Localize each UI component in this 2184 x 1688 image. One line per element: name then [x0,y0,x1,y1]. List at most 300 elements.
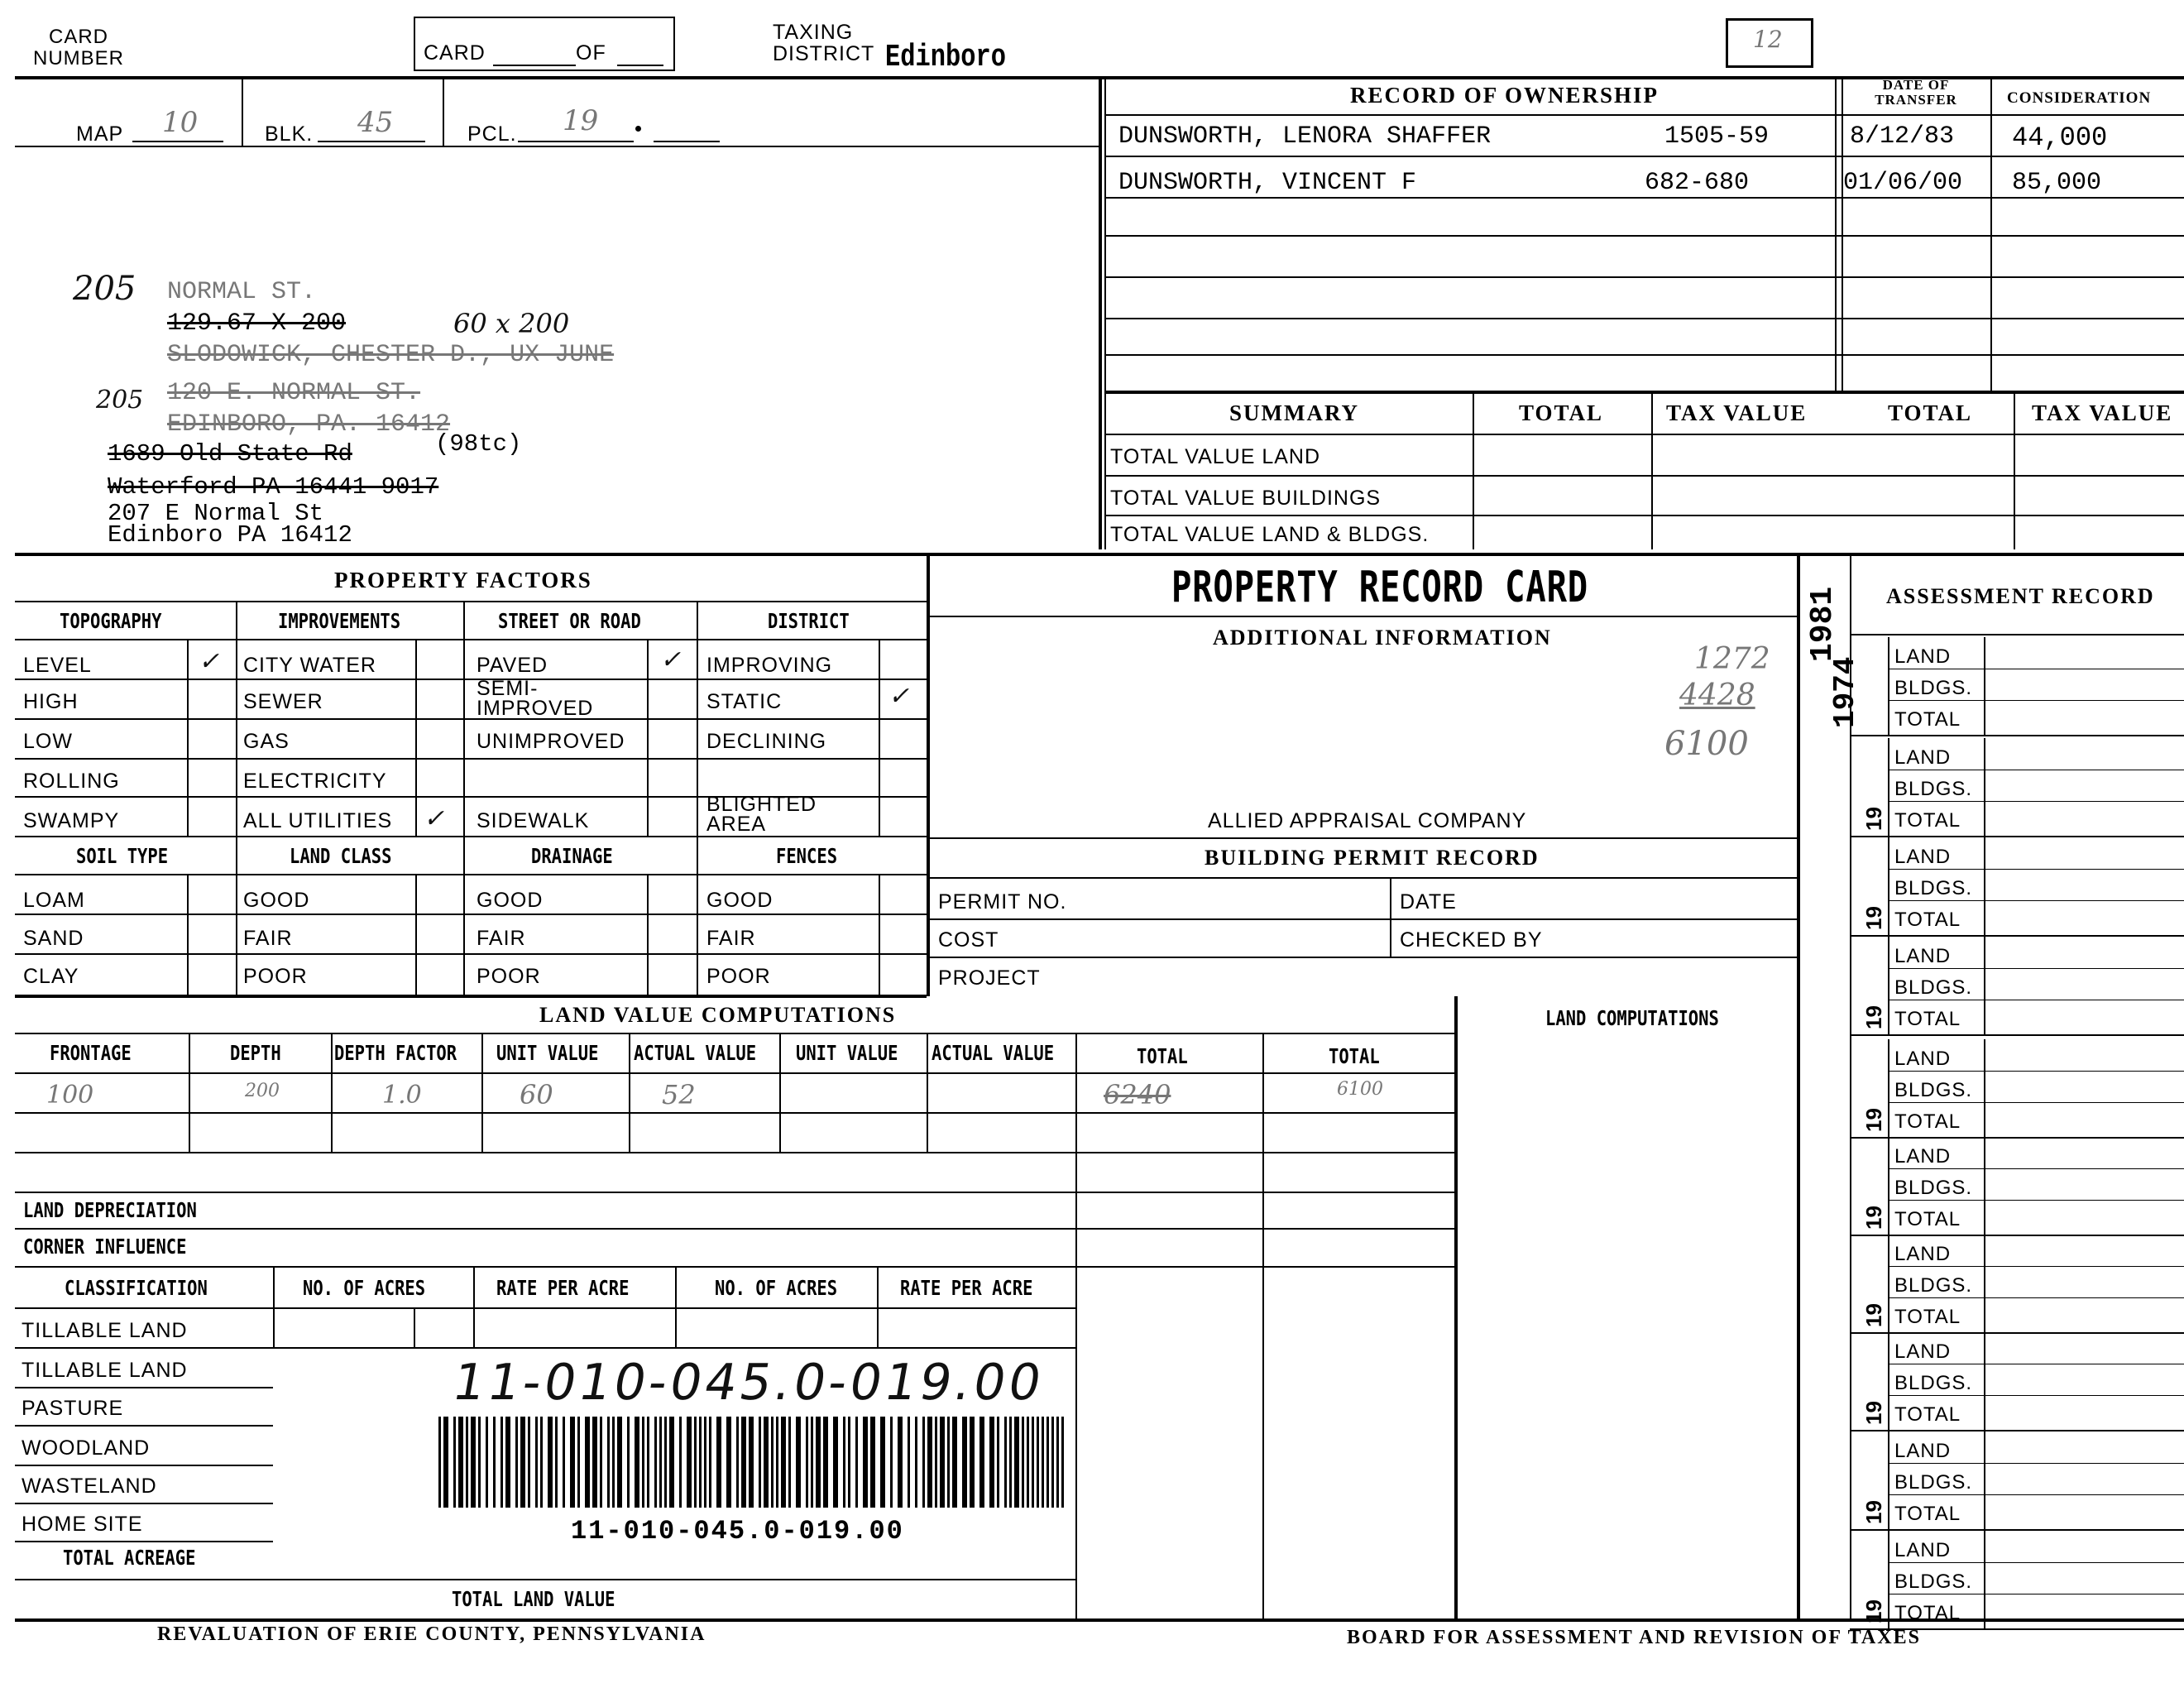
barcode-bar [759,1417,761,1508]
barcode-bar [654,1417,657,1508]
addr-line2-struck: 129.67 X 200 [167,309,347,338]
assessment-row-land: LAND [1894,746,1952,769]
street-paved: PAVED [477,654,548,677]
rule [189,1033,190,1152]
footer-left: REVALUATION OF ERIE COUNTY, PENNSYLVANIA [157,1623,706,1645]
assessment-row-land: LAND [1894,1243,1952,1265]
assessment-row-land: LAND [1894,1048,1952,1070]
rule [879,874,880,995]
of-label: OF [576,41,606,65]
assessment-row-bldgs: BLDGS. [1894,1177,1973,1199]
assessment-row-land: LAND [1894,645,1952,668]
rule [15,679,927,680]
soil-loam: LOAM [23,889,85,912]
rule [1888,1395,2184,1396]
barcode-bar [528,1417,530,1508]
barcode-bar [1037,1417,1039,1508]
rule [928,918,1797,920]
taxing-district-label: TAXING DISTRICT [773,21,875,65]
rule [1984,1039,1985,1137]
imp-city-water: CITY WATER [243,654,376,677]
rule [1473,392,1474,549]
barcode-bar [548,1417,553,1508]
topo-swampy: SWAMPY [23,809,120,832]
soil-clay: CLAY [23,965,79,988]
barcode-bar [607,1417,610,1508]
card-title: PROPERTY RECORD CARD [1171,563,1588,612]
barcode-bar [771,1417,774,1508]
check-mark-icon: ✓ [199,647,220,676]
col-drainage: DRAINAGE [531,844,613,868]
rule [1850,1332,2184,1334]
rule [1888,1332,1889,1430]
rule [273,1266,275,1307]
consideration-header: CONSIDERATION [2007,89,2152,107]
rule [629,1033,630,1152]
rule [1099,76,1102,549]
land-class-poor: POOR [243,965,308,988]
fences-good: GOOD [706,889,774,912]
assessment-year-prefix: 19 [1861,807,1886,831]
rule [15,1266,1454,1268]
rule [1990,76,1992,391]
rule [1888,1102,2184,1103]
col-actual-value-1: ACTUAL VALUE [634,1041,757,1065]
topo-low: LOW [23,730,73,753]
owner-book-2: 682-680 [1645,169,1750,197]
barcode-bar [659,1417,662,1508]
col-fences: FENCES [776,844,838,868]
total2-value: 6100 [1337,1079,1383,1100]
barcode-bar [535,1417,538,1508]
rule [1888,1235,1889,1332]
col-acres-1: NO. OF ACRES [303,1276,426,1300]
total-land-value-label: TOTAL LAND VALUE [452,1587,615,1611]
barcode-bar [947,1417,950,1508]
col-depth: DEPTH [230,1041,281,1065]
barcode-bar [478,1417,481,1508]
drainage-good: GOOD [477,889,544,912]
barcode-bar [515,1417,518,1508]
rule [1984,1235,1985,1332]
barcode-bar [585,1417,590,1508]
land-computations-title: LAND COMPUTATIONS [1545,1006,1719,1030]
rule [15,758,927,760]
rule [1850,1235,2184,1236]
addr-line1-text: NORMAL ST. [167,278,317,306]
barcode-bar [500,1417,503,1508]
rule [15,601,927,602]
barcode-bar [443,1417,448,1508]
addr-line4-num: 205 [96,386,144,415]
rule [879,639,880,836]
assessment-year-prefix: 19 [1861,906,1886,930]
rule [1104,434,2184,435]
barcode-bar [890,1417,893,1508]
addr-line2-new: 60 x 200 [453,308,570,339]
rule [473,1307,475,1347]
rule [15,1072,1454,1074]
rule [1888,1494,2184,1495]
barcode-bar [940,1417,945,1508]
barcode-bar [635,1417,639,1508]
rule [1984,1431,1985,1529]
barcode-bar [908,1417,910,1508]
land-depreciation-label: LAND DEPRECIATION [23,1198,197,1222]
rule [15,874,927,875]
barcode-bar [555,1417,558,1508]
barcode-bar [704,1417,706,1508]
barcode-bar [471,1417,476,1508]
assessment-year-prefix: 19 [1861,1206,1886,1230]
barcode-bar [577,1417,580,1508]
rule [15,914,927,915]
check-mark-icon: ✓ [424,804,445,833]
rule [1104,276,2184,278]
barcode-bar [823,1417,828,1508]
summary-tax-value-2: TAX VALUE [2032,400,2173,425]
barcode-bar [709,1417,711,1508]
rule [15,1228,1454,1230]
assessment-year-prefix: 19 [1861,1005,1886,1029]
rule [1888,1266,2184,1267]
assessment-row-land: LAND [1894,1145,1952,1168]
barcode-bar [1022,1417,1024,1508]
rule [236,601,237,996]
barcode-bar [736,1417,739,1508]
rule [15,1347,1075,1349]
rule [927,554,930,996]
acreage-row-label: WOODLAND [22,1436,151,1460]
col-frontage: FRONTAGE [50,1041,132,1065]
barcode-bar [563,1417,565,1508]
rule [1850,1034,2184,1036]
assessment-row-bldgs: BLDGS. [1894,1274,1973,1297]
col-depth-factor: DEPTH FACTOR [334,1041,457,1065]
assessment-row-bldgs: BLDGS. [1894,677,1973,699]
barcode-bar [687,1417,692,1508]
barcode-bar [796,1417,801,1508]
barcode-bar [694,1417,697,1508]
addr-line1-num: 205 [73,270,136,308]
barcode-printed-number: 11-010-045.0-019.00 [571,1516,904,1547]
assessment-row-total: TOTAL [1894,708,1961,731]
rule [1797,554,1800,1622]
rule [647,874,649,995]
rule [1835,76,1837,391]
rule [415,874,417,995]
barcode-bar [781,1417,786,1508]
addr-line7-struck: Waterford PA 16441-9017 [108,473,439,501]
fences-poor: POOR [706,965,771,988]
barcode-bar [669,1417,674,1508]
barcode-bar [453,1417,456,1508]
barcode-bar [870,1417,875,1508]
rule [1888,900,2184,901]
barcode-bar [1051,1417,1054,1508]
rule [1888,1039,1889,1137]
assessment-row-bldgs: BLDGS. [1894,976,1973,999]
barcode-bar [540,1417,543,1508]
rule [15,1618,2184,1622]
barcode-bar [776,1417,778,1508]
acreage-row-label: TILLABLE LAND [22,1359,188,1382]
additional-info-title: ADDITIONAL INFORMATION [1213,626,1552,650]
rule [1850,935,2184,937]
barcode-bar [505,1417,510,1508]
rule [1850,735,2184,736]
rule [1888,1071,2184,1072]
assessment-row-land: LAND [1894,1539,1952,1561]
property-factors-title: PROPERTY FACTORS [334,568,592,592]
rule [1888,937,1889,1034]
map-value: 10 [162,106,199,139]
additional-note-2: 4428 [1679,679,1755,712]
permit-cost-label: COST [938,928,999,952]
assessment-year-prefix: 19 [1861,1303,1886,1327]
rule [928,957,1797,958]
rule [1888,1168,2184,1169]
assessment-row-land: LAND [1894,846,1952,868]
district-blighted: BLIGHTED AREA [706,793,817,836]
rule [481,1033,483,1152]
rule [1104,76,1106,549]
summary-tax-value-1: TAX VALUE [1666,400,1808,425]
barcode-bar [600,1417,602,1508]
acreage-row-label: WASTELAND [22,1475,157,1498]
barcode-bar [617,1417,622,1508]
rule [15,953,927,955]
assessment-row-land: LAND [1894,1440,1952,1462]
barcode-bar [642,1417,644,1508]
rule [15,1192,1454,1193]
barcode-bar [664,1417,667,1508]
addr-line5-struck: EDINBORO, PA. 16412 [167,410,451,439]
card-blank [493,65,576,66]
assessment-row-bldgs: BLDGS. [1894,1471,1973,1494]
permit-checked-by-label: CHECKED BY [1400,928,1543,952]
col-acres-2: NO. OF ACRES [715,1276,838,1300]
additional-note-3: 6100 [1664,725,1749,763]
barcode-bar [848,1417,850,1508]
permit-no-label: PERMIT NO. [938,890,1067,914]
rule [414,1307,415,1347]
topo-rolling: ROLLING [23,770,120,793]
land-value-title: LAND VALUE COMPUTATIONS [539,1003,897,1027]
rule [15,1152,1454,1153]
rule [1888,1297,2184,1298]
pcl-label: PCL. [467,122,517,146]
stamp-number: 12 [1753,26,1783,53]
rule [1984,837,1985,935]
barcode-bar [741,1417,746,1508]
barcode-bar [438,1417,441,1508]
rule [15,1112,1454,1114]
of-blank [617,65,663,66]
col-unit-value-2: UNIT VALUE [796,1041,898,1065]
rule [1888,837,1889,935]
rule [1888,1463,2184,1464]
check-mark-icon: ✓ [888,682,910,711]
barcode-bar [486,1417,488,1508]
rule [473,1266,475,1307]
frontage-value: 100 [46,1081,94,1110]
rule [1984,937,1985,1034]
land-class-fair: FAIR [243,927,293,950]
barcode-bar [1056,1417,1059,1508]
barcode-bar [647,1417,649,1508]
date-of-transfer-header: DATE OF TRANSFER [1875,77,1957,108]
total-acreage-label: TOTAL ACREAGE [63,1546,196,1570]
rule [1850,1137,2184,1139]
rule [463,601,465,996]
assessment-row-total: TOTAL [1894,1208,1961,1230]
rule [928,877,1797,879]
actual-value-value: 52 [662,1079,696,1110]
assessment-row-total: TOTAL [1894,1306,1961,1328]
barcode-bar [922,1417,925,1508]
street-semi-improved: SEMI-IMPROVED [477,677,594,720]
stamp-box [1726,18,1813,68]
rule [877,1266,879,1307]
col-rate-1: RATE PER ACRE [496,1276,630,1300]
barcode-bar [749,1417,754,1508]
summary-row-land-bldgs: TOTAL VALUE LAND & BLDGS. [1110,523,1430,546]
barcode-bar [1027,1417,1029,1508]
col-total-1: TOTAL [1137,1044,1188,1068]
barcode-bar [1014,1417,1019,1508]
permit-title: BUILDING PERMIT RECORD [1205,846,1540,870]
assessment-title: ASSESSMENT RECORD [1886,584,2155,608]
rule [928,616,1797,617]
assessment-row-total: TOTAL [1894,1503,1961,1525]
barcode-bar [989,1417,994,1508]
card-of-box [414,17,675,71]
barcode-bar [726,1417,731,1508]
col-street: STREET OR ROAD [498,609,641,633]
col-unit-value-1: UNIT VALUE [496,1041,599,1065]
rule [187,639,189,836]
barcode-bars [438,1417,1075,1511]
district-improving: IMPROVING [706,654,833,677]
barcode-bar [997,1417,999,1508]
owner-name-1: DUNSWORTH, LENORA SHAFFER [1118,122,1492,151]
owner-date-2: 01/06/00 [1843,169,1963,197]
addr-line9: Edinboro PA 16412 [108,521,352,549]
acreage-row-label: TILLABLE LAND [22,1319,188,1342]
blk-label: BLK. [265,122,314,146]
summary-total-2: TOTAL [1888,400,1973,425]
street-unimproved: UNIMPROVED [477,730,625,753]
assessment-row-total: TOTAL [1894,1602,1961,1624]
barcode-bar [788,1417,791,1508]
rule [927,1033,928,1152]
pcl-suffix-blank [654,141,720,142]
card-number-label: CARD NUMBER [32,26,124,70]
rule [1104,197,2184,199]
land-class-good: GOOD [243,889,310,912]
assessment-row-bldgs: BLDGS. [1894,778,1973,800]
assessment-first-year: 1974 [1828,656,1862,728]
rule [1888,1431,1889,1529]
assessment-row-total: TOTAL [1894,809,1961,832]
blk-value: 45 [357,106,394,139]
barcode-bar [764,1417,769,1508]
card-label: CARD [424,41,486,65]
rule [1104,354,2184,356]
owner-date-1: 8/12/83 [1850,122,1955,151]
additional-year-note: 1981 [1805,586,1841,662]
district-static: STATIC [706,690,783,713]
addr-line8: 207 E Normal St [108,500,324,527]
rule [187,874,189,995]
rule [15,146,1099,147]
col-soil-type: SOIL TYPE [76,844,169,868]
pcl-value: 19 [563,104,599,137]
rule [1984,1137,1985,1235]
rule [15,1307,1075,1309]
barcode-bar [833,1417,838,1508]
total-value-struck: 6240 [1104,1079,1171,1110]
barcode-bar [880,1417,885,1508]
permit-project-label: PROJECT [938,966,1041,990]
topo-high: HIGH [23,690,79,713]
barcode-handwritten-number: 11-010-045.0-019.00 [448,1354,1049,1412]
col-actual-value-2: ACTUAL VALUE [932,1041,1055,1065]
check-mark-icon: ✓ [660,645,682,674]
imp-sewer: SEWER [243,690,323,713]
rule [779,1033,781,1152]
imp-gas: GAS [243,730,290,753]
barcode-bar [1046,1417,1049,1508]
permit-date-label: DATE [1400,890,1457,914]
rule [1888,738,1889,836]
ownership-title: RECORD OF OWNERSHIP [1350,83,1660,108]
rule [1075,1033,1077,1622]
assessment-year-prefix: 19 [1861,1108,1886,1132]
col-topography: TOPOGRAPHY [60,609,162,633]
taxing-district-value: Edinboro [885,40,1006,75]
summary-total-1: TOTAL [1519,400,1604,425]
col-district: DISTRICT [768,609,850,633]
barcode-bar [816,1417,821,1508]
assessment-year-prefix: 19 [1861,1599,1886,1623]
rule [15,1033,1454,1034]
rule [331,1033,333,1152]
col-improvements: IMPROVEMENTS [278,609,401,633]
assessment-row-total: TOTAL [1894,1403,1961,1426]
barcode-bar [927,1417,932,1508]
assessment-row-bldgs: BLDGS. [1894,1079,1973,1101]
rule [1888,1200,2184,1201]
soil-sand: SAND [23,927,84,950]
barcode-bar [935,1417,937,1508]
rule [1888,801,2184,802]
barcode-bar [493,1417,496,1508]
allied-appraisal: ALLIED APPRAISAL COMPANY [1208,809,1527,832]
rule [1104,391,2184,394]
barcode-bar [458,1417,463,1508]
rule [1984,1531,1985,1628]
rule [1850,1430,2184,1431]
corner-influence-label: CORNER INFLUENCE [23,1235,187,1259]
rule [242,78,243,146]
rule [15,718,927,720]
barcode-bar [863,1417,868,1508]
rule [1888,869,2184,870]
col-rate-2: RATE PER ACRE [900,1276,1033,1300]
unit-value-value: 60 [520,1079,553,1110]
